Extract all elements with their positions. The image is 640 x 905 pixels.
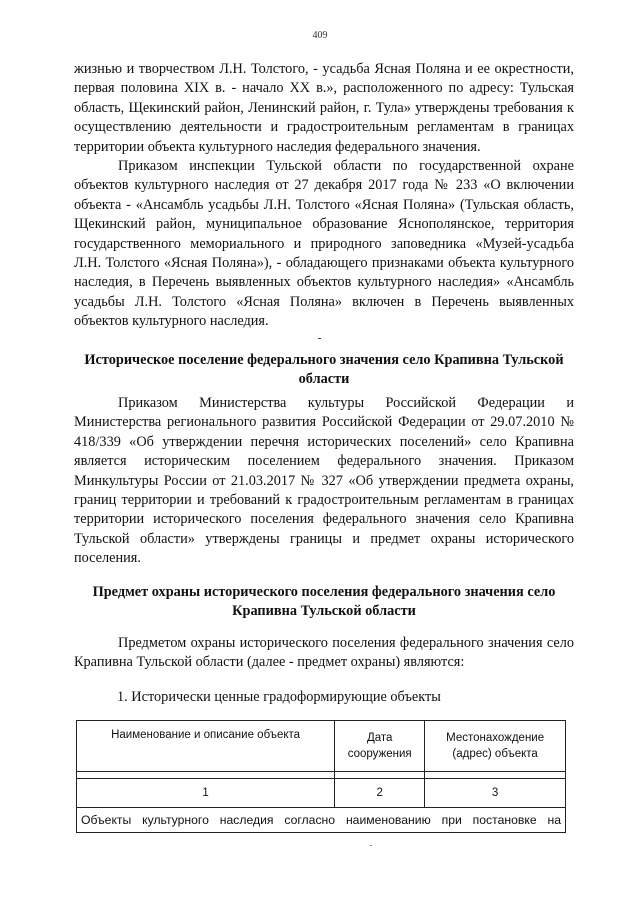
page-number: 409	[312, 30, 328, 41]
table-row	[77, 808, 566, 833]
column-number-2: 2	[335, 779, 425, 808]
paragraph-ministry-order: Приказом Министерства культуры Российской Федерации и Министерства регионального развития Российской Федерации от 29.07.2010 № 418/339 «Об утверждении перечня исторических поселений» село Крапивна является историческим поселением федерального значения. Приказом Минкультуры России от 21.03.2017 № 327 «Об утверждении предмета охраны, границ территории и требований к градостроительным регламентам в границах территории исторического поселения федерального значения село Крапивна Тульской области» утверждены границы и предмет охраны исторического поселения.	[74, 395, 574, 567]
table-header-row	[77, 721, 566, 772]
list-title: 1. Исторически ценные градоформирующие объекты	[117, 689, 441, 705]
paragraph-protection-intro: Предметом охраны исторического поселения федерального значения село Крапивна Тульской области (далее - предмет охраны) являются:	[74, 635, 574, 671]
column-header-location: Местонахождение (адрес) объекта	[425, 721, 566, 772]
scan-mark	[318, 338, 321, 339]
table-number-row	[77, 779, 566, 808]
column-number-3: 3	[425, 779, 566, 808]
scan-mark-bottom	[370, 845, 372, 846]
column-header-name: Наименование и описание объекта	[77, 721, 335, 772]
heading-protection-subject: Предмет охраны исторического поселения федерального значения село Крапивна Тульской области	[92, 584, 556, 620]
column-number-1: 1	[77, 779, 335, 808]
heading-historical-settlement: Историческое поселение федерального значения село Крапивна Тульской области	[84, 352, 564, 388]
paragraph-continuation: жизнью и творчеством Л.Н. Толстого, - усадьба Ясная Поляна и ее окрестности, первая половина XIX в. - начало XX в.», расположенного по адресу: Тульская область, Щекинский район, Ленинский район, г. Тула» утверждены требования к осуществлению деятельности и градостроительным регламентам в границах территории объекта культурного наследия федерального значения.	[74, 61, 574, 155]
column-header-date: Дата сооружения	[335, 721, 425, 772]
paragraph-inspection-order: Приказом инспекции Тульской области по государственной охране объектов культурного наследия от 27 декабря 2017 года № 233 «О включении объекта - «Ансамбль усадьбы Л.Н. Толстого «Ясная Поляна» (Тульская область, Щекинский район, муниципальное образование Яснополянское, территория государственного мемориального и природного заповедника «Музей-усадьба Л.Н. Толстого «Ясная Поляна»), - обладающего признаками объекта культурного наследия, в Перечень выявленных объектов культурного наследия» «Ансамбль усадьбы Л.Н. Толстого «Ясная Поляна» включен в Перечень выявленных объектов культурного наследия.	[74, 158, 574, 330]
table-row-text: Объекты культурного наследия согласно наименованию при постановке на	[77, 808, 566, 833]
objects-table	[76, 720, 566, 833]
table-spacer-row	[77, 772, 566, 779]
